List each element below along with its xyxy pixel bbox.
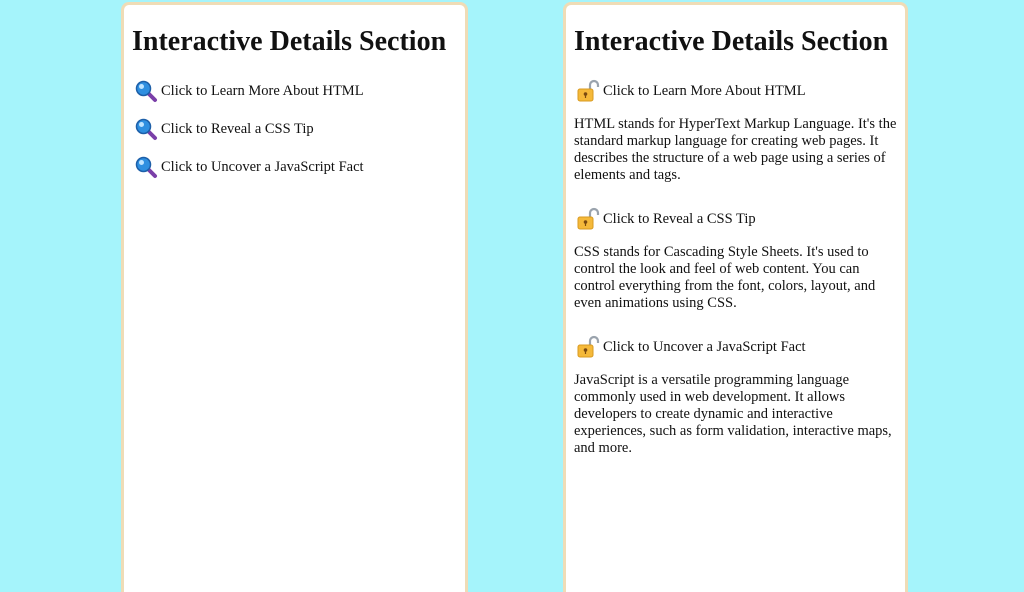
- details-js[interactable]: [574, 334, 897, 457]
- summary-label: Click to Uncover a JavaScript Fact: [603, 338, 806, 355]
- summary-css[interactable]: [574, 206, 897, 232]
- summary-label: Click to Uncover a JavaScript Fact: [161, 158, 364, 175]
- summary-label: Click to Reveal a CSS Tip: [603, 210, 756, 227]
- details-content: CSS stands for Cascading Style Sheets. It's used to control the look and feel of web content. You can control everything from the font, colors, layout, and even animations using CSS.: [574, 244, 876, 311]
- details-html[interactable]: [132, 78, 457, 104]
- details-js[interactable]: [132, 154, 457, 180]
- summary-js[interactable]: [574, 334, 897, 360]
- details-panel-expanded: [563, 2, 908, 592]
- unlocked-padlock-icon: [576, 79, 600, 103]
- details-css[interactable]: [574, 206, 897, 312]
- details-panel-collapsed: [121, 2, 468, 592]
- unlocked-padlock-icon: [576, 207, 600, 231]
- details-html[interactable]: [574, 78, 897, 184]
- details-css[interactable]: [132, 116, 457, 142]
- summary-css[interactable]: [132, 116, 457, 142]
- page-title: Interactive Details Section: [132, 26, 447, 57]
- summary-html[interactable]: [132, 78, 457, 104]
- magnifier-icon: [134, 155, 158, 179]
- magnifier-icon: [134, 79, 158, 103]
- summary-label: Click to Learn More About HTML: [161, 82, 364, 99]
- summary-html[interactable]: [574, 78, 897, 104]
- magnifier-icon: [134, 117, 158, 141]
- unlocked-padlock-icon: [576, 335, 600, 359]
- summary-label: Click to Learn More About HTML: [603, 82, 806, 99]
- page-title: Interactive Details Section: [574, 26, 889, 57]
- details-content: HTML stands for HyperText Markup Language. It's the standard markup language for creating web pages. It describes the structure of a web page using a series of elements and tags.: [574, 116, 897, 183]
- summary-label: Click to Reveal a CSS Tip: [161, 120, 314, 137]
- summary-js[interactable]: [132, 154, 457, 180]
- details-content: JavaScript is a versatile programming language commonly used in web development. It allows developers to create dynamic and interactive experiences, such as form validation, interactive maps, and more.: [574, 372, 892, 456]
